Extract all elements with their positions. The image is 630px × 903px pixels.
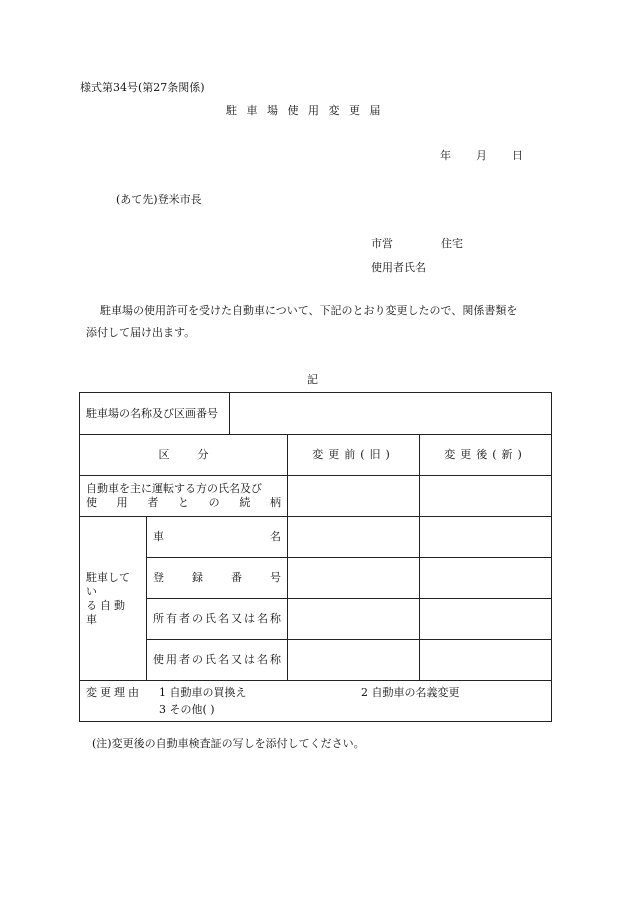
reason-cell — [80, 681, 552, 722]
after-header-text: 変更後(新) — [444, 448, 527, 461]
header-row — [80, 435, 552, 476]
kubun-header-text: 区分 — [158, 448, 237, 461]
vehicle-label-line1: 駐車してい — [86, 570, 130, 598]
reason-content — [86, 682, 545, 721]
reason-label: 変更理由 — [86, 685, 142, 699]
document-title: 駐車場使用変更届 — [226, 104, 390, 117]
driver-label-line2: 使用者との続柄 — [86, 496, 281, 509]
addressee: (あて先)登米市長 — [116, 193, 202, 206]
registration-before-field[interactable] — [288, 558, 420, 599]
footnote: (注)変更後の自動車検査証の写しを添付してください。 — [92, 737, 365, 750]
applicant-city-label: 市営 — [371, 237, 393, 250]
form-number: 様式第34号(第27条関係) — [80, 81, 205, 94]
driver-label — [80, 476, 288, 517]
reason-option-2[interactable]: 2 自動車の名義変更 — [361, 685, 460, 699]
vehicle-name-after-field[interactable] — [420, 517, 552, 558]
vehicle-name-before-field[interactable] — [288, 517, 420, 558]
vehicle-name-row — [80, 517, 552, 558]
vehicle-label-line2: る自動車 — [86, 598, 128, 626]
user-name-label: 使用者の氏名又は名称 — [147, 640, 288, 681]
change-form-table — [79, 392, 552, 722]
before-header-text: 変更前(旧) — [312, 448, 395, 461]
driver-row — [80, 476, 552, 517]
reason-option-3[interactable]: 3 その他( ) — [159, 702, 215, 716]
owner-row — [80, 599, 552, 640]
after-header — [420, 435, 552, 476]
driver-after-field[interactable] — [420, 476, 552, 517]
user-before-field[interactable] — [288, 640, 420, 681]
vehicle-name-label: 車名 — [147, 517, 288, 558]
ki-heading: 記 — [307, 373, 318, 386]
driver-label-line1: 自動車を主に運転する方の氏名及び — [86, 482, 262, 495]
registration-number-label: 登録番号 — [147, 558, 288, 599]
parking-name-label: 駐車場の名称及び区画番号 — [80, 393, 230, 435]
registration-row — [80, 558, 552, 599]
body-text-line2: 添付して届け出ます。 — [86, 326, 196, 339]
applicant-name-label: 使用者氏名 — [371, 261, 426, 274]
parking-name-row — [80, 393, 552, 435]
driver-before-field[interactable] — [288, 476, 420, 517]
reason-row — [80, 681, 552, 722]
date-month-label: 月 — [476, 149, 487, 162]
date-day-label: 日 — [512, 149, 523, 162]
applicant-address-label: 住宅 — [441, 237, 463, 250]
reason-option-1[interactable]: 1 自動車の買換え — [159, 685, 247, 699]
user-row — [80, 640, 552, 681]
owner-after-field[interactable] — [420, 599, 552, 640]
owner-name-label: 所有者の氏名又は名称 — [147, 599, 288, 640]
body-text-line1: 駐車場の使用許可を受けた自動車について、下記のとおり変更したので、関係書類を — [100, 304, 518, 317]
owner-before-field[interactable] — [288, 599, 420, 640]
parking-name-field[interactable] — [230, 393, 552, 435]
registration-after-field[interactable] — [420, 558, 552, 599]
date-year-label: 年 — [440, 149, 451, 162]
user-after-field[interactable] — [420, 640, 552, 681]
vehicle-section-label — [80, 517, 147, 681]
before-header — [288, 435, 420, 476]
kubun-header — [80, 435, 288, 476]
